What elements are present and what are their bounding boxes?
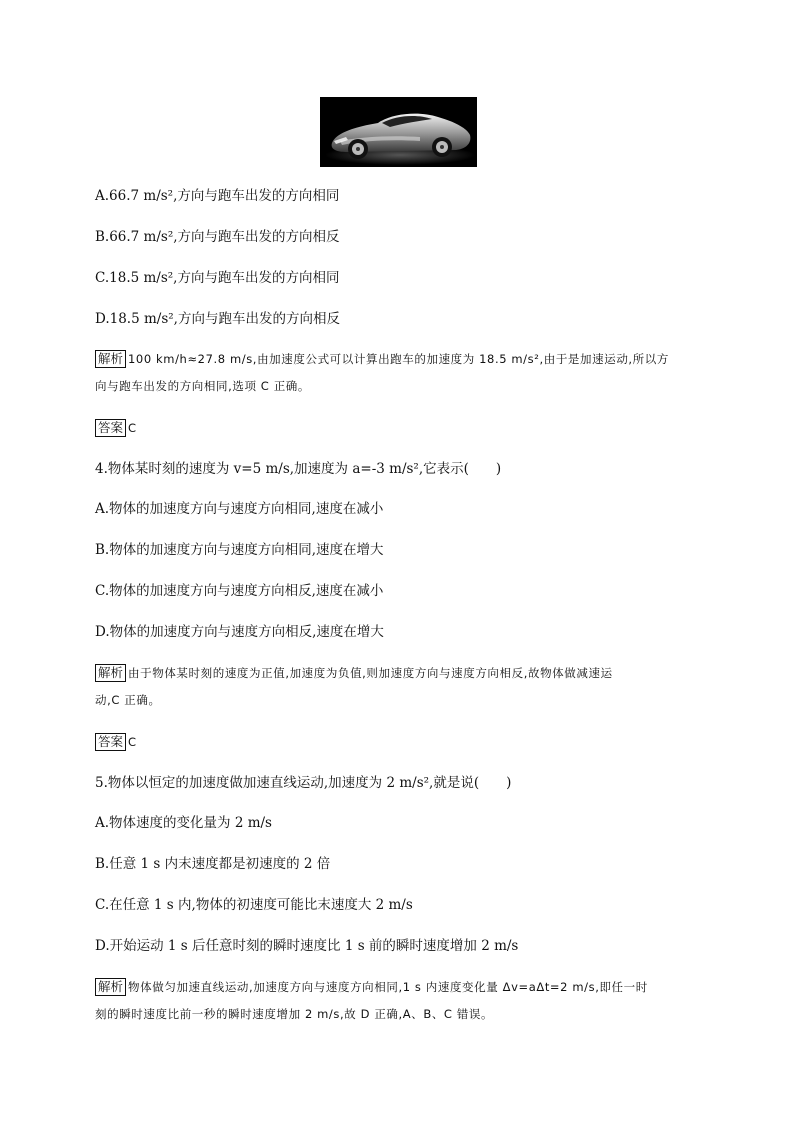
q3-option-d: D.18.5 m/s²,方向与跑车出发的方向相反 xyxy=(95,311,340,327)
q5-analysis-tag: 解析 xyxy=(95,978,126,996)
q4-answer-value: C xyxy=(128,735,137,749)
q5-option-c: C.在任意 1 s 内,物体的初速度可能比末速度大 2 m/s xyxy=(95,897,413,913)
q4-option-a: A.物体的加速度方向与速度方向相同,速度在减小 xyxy=(95,501,384,517)
q5-option-b: B.任意 1 s 内末速度都是初速度的 2 倍 xyxy=(95,856,331,872)
q3-analysis-text-1: 100 km/h≈27.8 m/s,由加速度公式可以计算出跑车的加速度为 18.5 m/s²,由于是加速运动,所以方 xyxy=(128,352,669,366)
q5-stem: 5.物体以恒定的加速度做加速直线运动,加速度为 2 m/s²,就是说( ) xyxy=(95,775,512,791)
q4-option-c: C.物体的加速度方向与速度方向相反,速度在减小 xyxy=(95,583,384,599)
q3-analysis-line-2: 向与跑车出发的方向相同,选项 C 正确。 xyxy=(95,379,310,393)
q4-analysis-tag: 解析 xyxy=(95,664,126,682)
q4-answer-tag: 答案 xyxy=(95,733,126,751)
q4-option-d: D.物体的加速度方向与速度方向相反,速度在增大 xyxy=(95,624,384,640)
q3-answer xyxy=(95,419,137,437)
q4-stem: 4.物体某时刻的速度为 v=5 m/s,加速度为 a=-3 m/s²,它表示( ) xyxy=(95,461,502,477)
q3-answer-value: C xyxy=(128,421,137,435)
q5-analysis-text-1: 物体做匀加速直线运动,加速度方向与速度方向相同,1 s 内速度变化量 Δv=aΔt=2 m/s,即任一时 xyxy=(128,980,648,994)
q3-analysis-line-1 xyxy=(95,350,669,368)
sports-car-icon xyxy=(320,97,477,167)
q5-analysis-line-2: 刻的瞬时速度比前一秒的瞬时速度增加 2 m/s,故 D 正确,A、B、C 错误。 xyxy=(95,1007,494,1021)
q3-option-b: B.66.7 m/s²,方向与跑车出发的方向相反 xyxy=(95,229,340,245)
q4-analysis-text-1: 由于物体某时刻的速度为正值,加速度为负值,则加速度方向与速度方向相反,故物体做减速运 xyxy=(128,666,613,680)
q5-analysis-line-1 xyxy=(95,978,648,996)
q4-answer xyxy=(95,733,137,751)
q3-option-a: A.66.7 m/s²,方向与跑车出发的方向相同 xyxy=(95,188,340,204)
q3-option-c: C.18.5 m/s²,方向与跑车出发的方向相同 xyxy=(95,270,340,286)
q4-analysis-line-1 xyxy=(95,664,613,682)
q4-option-b: B.物体的加速度方向与速度方向相同,速度在增大 xyxy=(95,542,384,558)
q3-answer-tag: 答案 xyxy=(95,419,126,437)
q3-analysis-tag: 解析 xyxy=(95,350,126,368)
sports-car-photo xyxy=(320,97,477,167)
q5-option-d: D.开始运动 1 s 后任意时刻的瞬时速度比 1 s 前的瞬时速度增加 2 m/s xyxy=(95,938,519,954)
q5-option-a: A.物体速度的变化量为 2 m/s xyxy=(95,815,272,831)
q4-analysis-line-2: 动,C 正确。 xyxy=(95,693,161,707)
